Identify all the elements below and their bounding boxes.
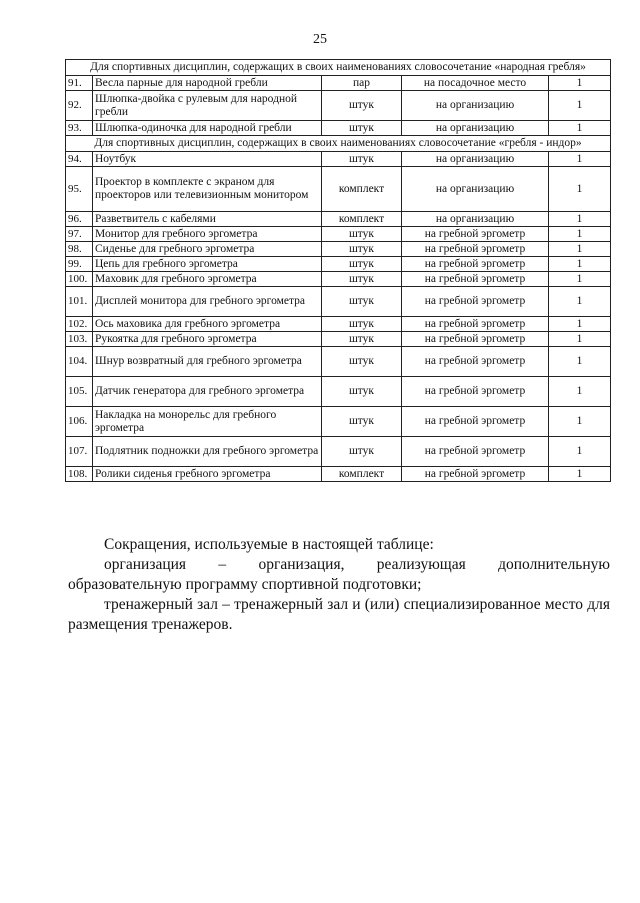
item-name: Датчик генератора для гребного эргометра <box>93 377 322 407</box>
item-name: Весла парные для народной гребли <box>93 76 322 91</box>
row-number: 92. <box>66 91 93 121</box>
item-name: Рукоятка для гребного эргометра <box>93 332 322 347</box>
calc-unit-cell: на гребной эргометр <box>402 317 549 332</box>
quantity-cell: 1 <box>549 227 611 242</box>
note-organization: организация – организация, реализующая дополнительную образовательную программу спортивной подготовки; <box>68 556 610 593</box>
unit-cell: штук <box>322 227 402 242</box>
unit-cell: штук <box>322 377 402 407</box>
section-title: Для спортивных дисциплин, содержащих в своих наименованиях словосочетание «гребля - индор» <box>66 136 611 152</box>
quantity-cell: 1 <box>549 317 611 332</box>
item-name: Шлюпка-двойка с рулевым для народной гребли <box>93 91 322 121</box>
table-row <box>66 242 611 257</box>
calc-unit-cell: на гребной эргометр <box>402 377 549 407</box>
calc-unit-cell: на гребной эргометр <box>402 272 549 287</box>
unit-cell: комплект <box>322 167 402 212</box>
quantity-cell: 1 <box>549 257 611 272</box>
table-row <box>66 227 611 242</box>
page-number: 25 <box>313 32 327 47</box>
table-row <box>66 287 611 317</box>
unit-cell: штук <box>322 152 402 167</box>
unit-cell: штук <box>322 91 402 121</box>
quantity-cell: 1 <box>549 287 611 317</box>
row-number: 102. <box>66 317 93 332</box>
table-row <box>66 121 611 136</box>
calc-unit-cell: на организацию <box>402 167 549 212</box>
calc-unit-cell: на организацию <box>402 121 549 136</box>
row-number: 107. <box>66 437 93 467</box>
row-number: 103. <box>66 332 93 347</box>
quantity-cell: 1 <box>549 121 611 136</box>
quantity-cell: 1 <box>549 437 611 467</box>
table-row <box>66 91 611 121</box>
row-number: 93. <box>66 121 93 136</box>
calc-unit-cell: на гребной эргометр <box>402 347 549 377</box>
unit-cell: штук <box>322 287 402 317</box>
table-row <box>66 377 611 407</box>
quantity-cell: 1 <box>549 212 611 227</box>
table-row <box>66 347 611 377</box>
quantity-cell: 1 <box>549 272 611 287</box>
table-row <box>66 167 611 212</box>
table-row <box>66 76 611 91</box>
unit-cell: комплект <box>322 467 402 482</box>
calc-unit-cell: на гребной эргометр <box>402 242 549 257</box>
unit-cell: штук <box>322 437 402 467</box>
unit-cell: штук <box>322 317 402 332</box>
quantity-cell: 1 <box>549 152 611 167</box>
calc-unit-cell: на гребной эргометр <box>402 287 549 317</box>
unit-cell: штук <box>322 257 402 272</box>
quantity-cell: 1 <box>549 467 611 482</box>
table-row <box>66 152 611 167</box>
row-number: 99. <box>66 257 93 272</box>
row-number: 96. <box>66 212 93 227</box>
item-name: Цепь для гребного эргометра <box>93 257 322 272</box>
quantity-cell: 1 <box>549 347 611 377</box>
row-number: 97. <box>66 227 93 242</box>
calc-unit-cell: на организацию <box>402 152 549 167</box>
row-number: 106. <box>66 407 93 437</box>
table-row <box>66 407 611 437</box>
item-name: Накладка на монорельс для гребного эргометра <box>93 407 322 437</box>
table-row <box>66 332 611 347</box>
equipment-table <box>65 59 611 482</box>
row-number: 108. <box>66 467 93 482</box>
quantity-cell: 1 <box>549 76 611 91</box>
item-name: Ось маховика для гребного эргометра <box>93 317 322 332</box>
item-name: Ролики сиденья гребного эргометра <box>93 467 322 482</box>
calc-unit-cell: на гребной эргометр <box>402 437 549 467</box>
abbreviations-notes <box>68 535 610 635</box>
unit-cell: штук <box>322 347 402 377</box>
item-name: Дисплей монитора для гребного эргометра <box>93 287 322 317</box>
item-name: Сиденье для гребного эргометра <box>93 242 322 257</box>
calc-unit-cell: на организацию <box>402 91 549 121</box>
calc-unit-cell: на гребной эргометр <box>402 407 549 437</box>
unit-cell: пар <box>322 76 402 91</box>
item-name: Шнур возвратный для гребного эргометра <box>93 347 322 377</box>
unit-cell: штук <box>322 121 402 136</box>
quantity-cell: 1 <box>549 242 611 257</box>
table-row <box>66 272 611 287</box>
calc-unit-cell: на гребной эргометр <box>402 467 549 482</box>
quantity-cell: 1 <box>549 167 611 212</box>
item-name: Разветвитель с кабелями <box>93 212 322 227</box>
item-name: Ноутбук <box>93 152 322 167</box>
unit-cell: штук <box>322 332 402 347</box>
quantity-cell: 1 <box>549 377 611 407</box>
row-number: 100. <box>66 272 93 287</box>
calc-unit-cell: на посадочное место <box>402 76 549 91</box>
calc-unit-cell: на гребной эргометр <box>402 257 549 272</box>
row-number: 95. <box>66 167 93 212</box>
section-header-indoor-rowing <box>66 136 611 152</box>
table-row <box>66 467 611 482</box>
quantity-cell: 1 <box>549 91 611 121</box>
quantity-cell: 1 <box>549 332 611 347</box>
item-name: Монитор для гребного эргометра <box>93 227 322 242</box>
calc-unit-cell: на организацию <box>402 212 549 227</box>
item-name: Проектор в комплекте с экраном для проекторов или телевизионным монитором <box>93 167 322 212</box>
section-title: Для спортивных дисциплин, содержащих в своих наименованиях словосочетание «народная гребля» <box>66 60 611 76</box>
row-number: 104. <box>66 347 93 377</box>
table-row <box>66 437 611 467</box>
item-name: Подлятник подножки для гребного эргометра <box>93 437 322 467</box>
item-name: Шлюпка-одиночка для народной гребли <box>93 121 322 136</box>
table-row <box>66 317 611 332</box>
calc-unit-cell: на гребной эргометр <box>402 227 549 242</box>
unit-cell: штук <box>322 242 402 257</box>
section-header-folk-rowing <box>66 60 611 76</box>
unit-cell: штук <box>322 272 402 287</box>
table-row <box>66 212 611 227</box>
item-name: Маховик для гребного эргометра <box>93 272 322 287</box>
calc-unit-cell: на гребной эргометр <box>402 332 549 347</box>
unit-cell: комплект <box>322 212 402 227</box>
row-number: 101. <box>66 287 93 317</box>
notes-intro: Сокращения, используемые в настоящей таблице: <box>104 536 434 553</box>
row-number: 98. <box>66 242 93 257</box>
unit-cell: штук <box>322 407 402 437</box>
quantity-cell: 1 <box>549 407 611 437</box>
row-number: 91. <box>66 76 93 91</box>
row-number: 105. <box>66 377 93 407</box>
row-number: 94. <box>66 152 93 167</box>
table-row <box>66 257 611 272</box>
note-gym: тренажерный зал – тренажерный зал и (или) специализированное место для размещения тренажеров. <box>68 596 610 633</box>
